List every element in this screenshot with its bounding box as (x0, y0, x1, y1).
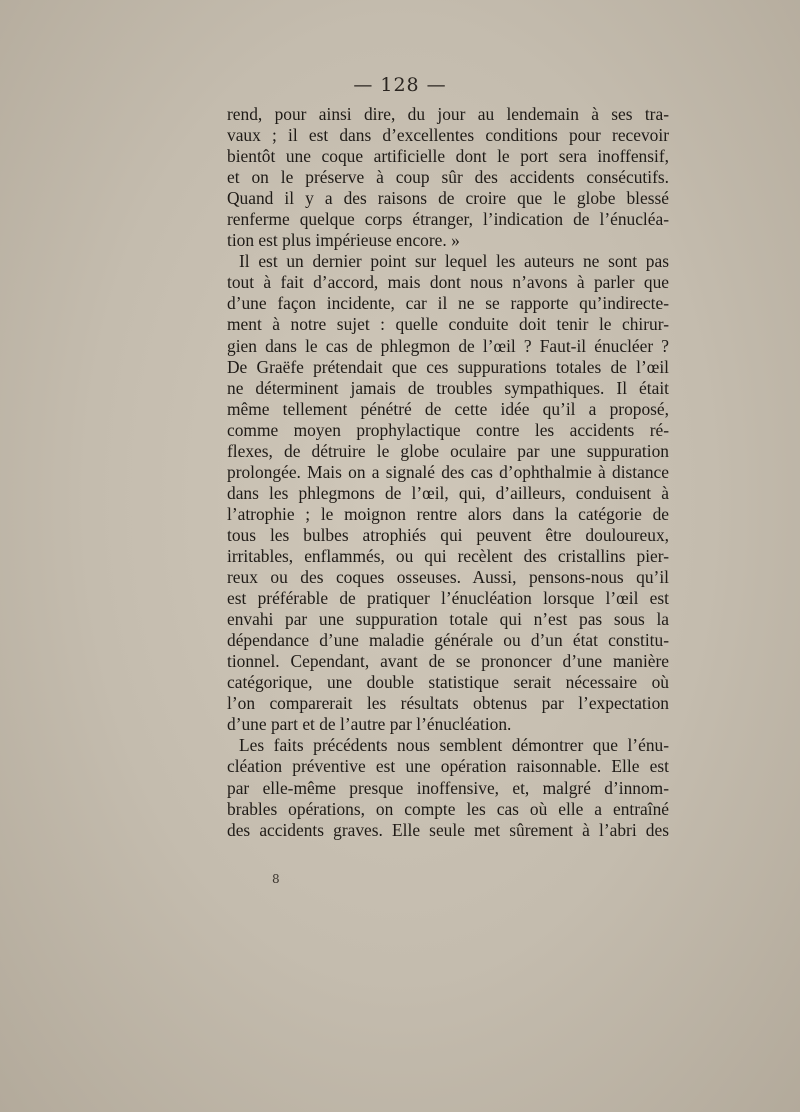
text-line: d’une part et de l’autre par l’énucléation. (227, 714, 512, 735)
text-line: tionnel. Cependant, avant de se prononcer d’une manière (227, 651, 669, 672)
text-line: comme moyen prophylactique contre les accidents ré- (227, 419, 669, 440)
text-line: et on le préserve à coup sûr des accidents consécutifs. (227, 167, 669, 188)
text-line: reux ou des coques osseuses. Aussi, pensons-nous qu’il (227, 567, 669, 588)
text-line: est préférable de pratiquer l’énucléation lorsque l’œil est (227, 588, 669, 609)
text-line: l’on comparerait les résultats obtenus par l’expectation (227, 693, 669, 714)
text-line: Quand il y a des raisons de croire que le globe blessé (227, 188, 669, 209)
text-line: De Graëfe prétendait que ces suppurations totales de l’œil (227, 356, 669, 377)
text-line: renferme quelque corps étranger, l’indication de l’énucléa- (227, 209, 669, 230)
text-line: cléation préventive est une opération raisonnable. Elle est (227, 756, 669, 777)
body-text (227, 104, 669, 841)
text-line: brables opérations, on compte les cas où elle a entraîné (227, 798, 669, 819)
page-number: — 128 — (353, 74, 447, 96)
text-line: envahi par une suppuration totale qui n’est pas sous la (227, 609, 669, 630)
text-line: prolongée. Mais on a signalé des cas d’ophthalmie à distance (227, 461, 669, 482)
text-line: dans les phlegmons de l’œil, qui, d’ailleurs, conduisent à (227, 482, 669, 503)
text-line: d’une façon incidente, car il ne se rapporte qu’indirecte- (227, 293, 669, 314)
text-line: par elle-même presque inoffensive, et, malgré d’innom- (227, 777, 669, 798)
text-line: catégorique, une double statistique serait nécessaire où (227, 672, 669, 693)
text-line: irritables, enflammés, ou qui recèlent des cristallins pier- (227, 545, 669, 566)
text-line: tout à fait d’accord, mais dont nous n’avons à parler que (227, 272, 669, 293)
text-line: tion est plus impérieuse encore. » (227, 230, 460, 251)
text-line: ne déterminent jamais de troubles sympathiques. Il était (227, 377, 669, 398)
text-line: vaux ; il est dans d’excellentes conditions pour recevoir (227, 125, 669, 146)
text-line: bientôt une coque artificielle dont le port sera inoffensif, (227, 146, 669, 167)
signature-mark: 8 (272, 872, 280, 886)
text-line: ment à notre sujet : quelle conduite doit tenir le chirur- (227, 314, 669, 335)
text-line: des accidents graves. Elle seule met sûrement à l’abri des (227, 819, 669, 840)
text-line: même tellement pénétré de cette idée qu’il a proposé, (227, 398, 669, 419)
paragraph-start-line: Les faits précédents nous semblent démontrer que l’énu- (239, 735, 669, 756)
text-line: tous les bulbes atrophiés qui peuvent être douloureux, (227, 524, 669, 545)
text-line: flexes, de détruire le globe oculaire par une suppuration (227, 440, 669, 461)
text-line: rend, pour ainsi dire, du jour au lendemain à ses tra- (227, 104, 669, 124)
text-line: dépendance d’une maladie générale ou d’un état constitu- (227, 630, 669, 651)
text-line: gien dans le cas de phlegmon de l’œil ? Faut-il énucléer ? (227, 335, 669, 356)
text-line: l’atrophie ; le moignon rentre alors dans la catégorie de (227, 503, 669, 524)
paragraph-start-line: Il est un dernier point sur lequel les auteurs ne sont pas (239, 251, 669, 272)
